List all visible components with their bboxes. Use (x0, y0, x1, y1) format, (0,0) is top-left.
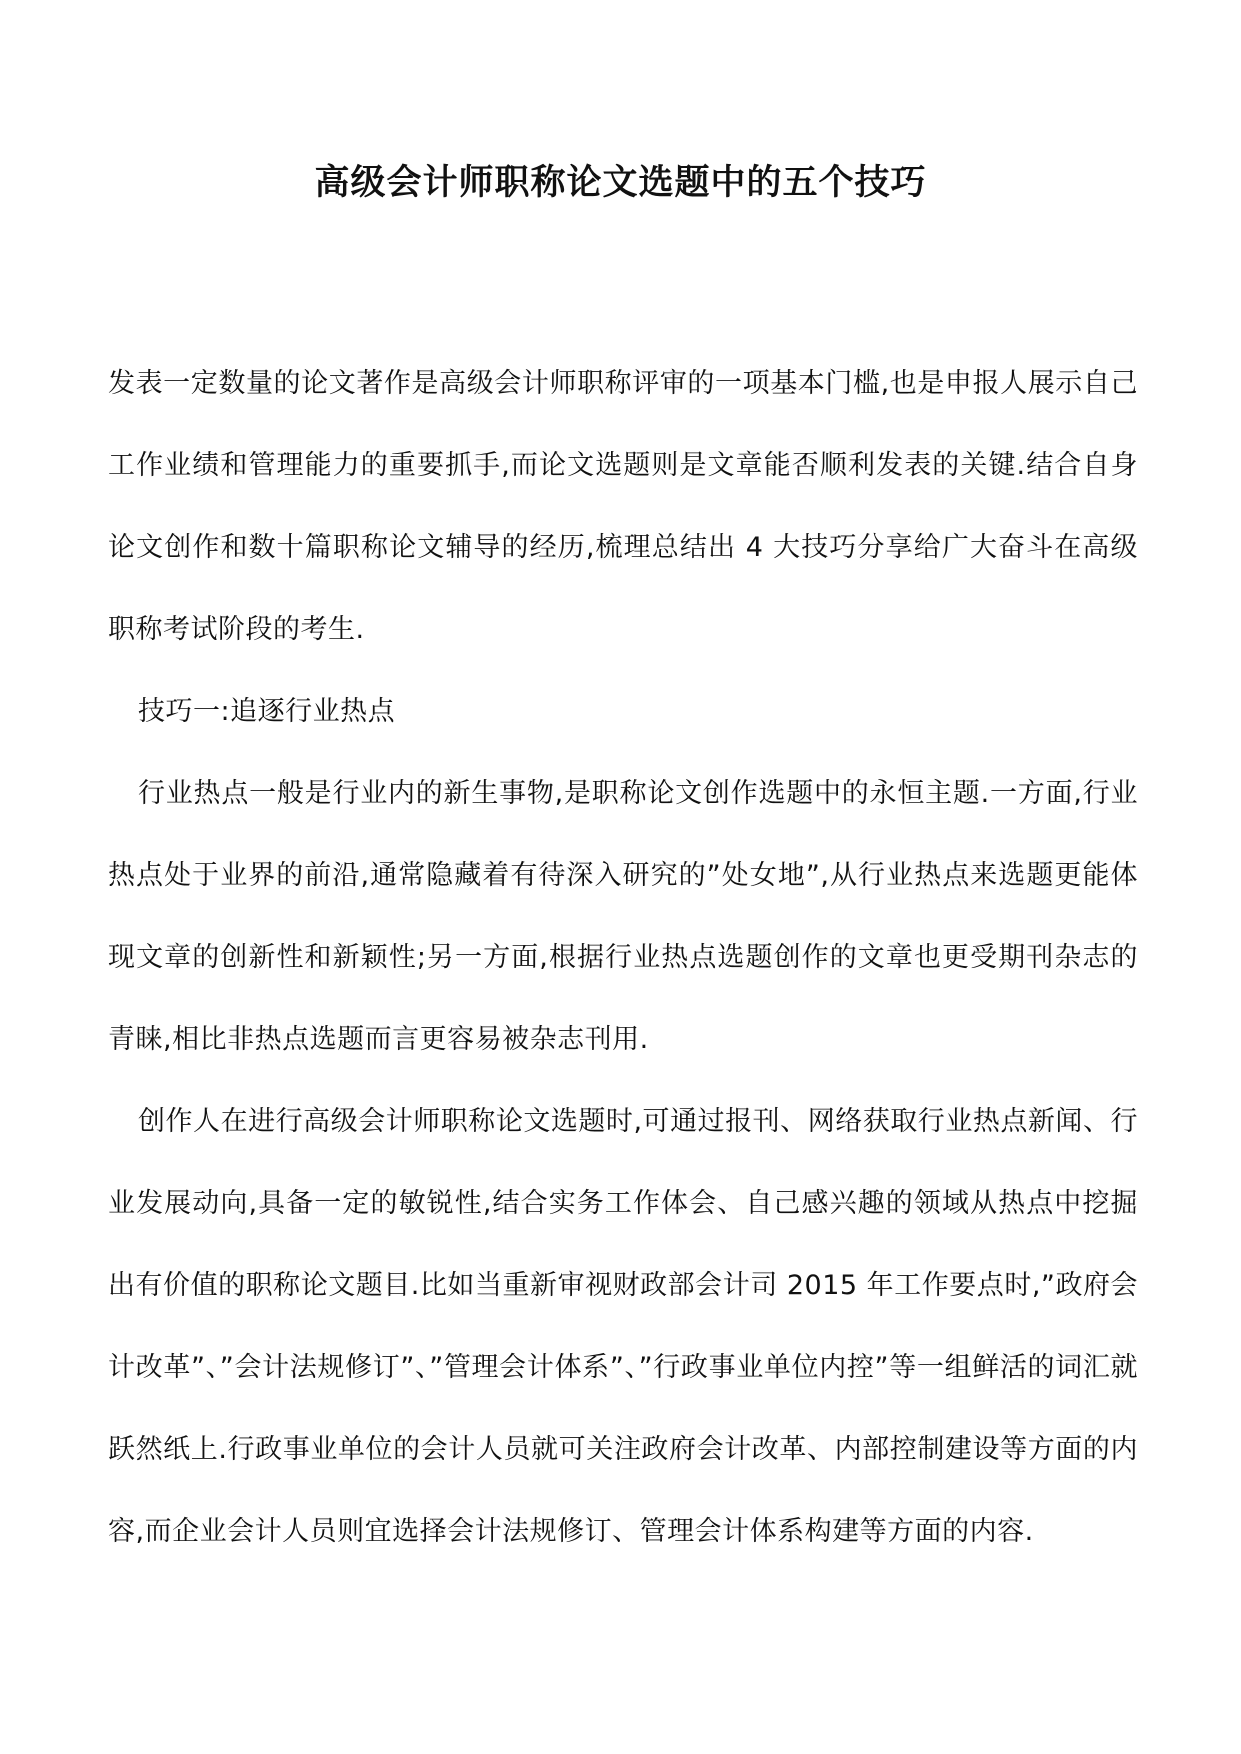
paragraph-intro: 发表一定数量的论文著作是高级会计师职称评审的一项基本门槛,也是申报人展示自己工作业绩和管理能力的重要抓手,而论文选题则是文章能否顺利发表的关键.结合自身论文创作和数十篇职称论文辅导的经历,梳理总结出 4 大技巧分享给广大奋斗在高级职称考试阶段的考生. (108, 368, 1138, 645)
section-heading-tip-1: 技巧一:追逐行业热点 (138, 696, 396, 727)
document-title: 高级会计师职称论文选题中的五个技巧 (314, 162, 927, 203)
document-body (108, 343, 1138, 1573)
paragraph-topic-selection: 创作人在进行高级会计师职称论文选题时,可通过报刊、网络获取行业热点新闻、行业发展动向,具备一定的敏锐性,结合实务工作体会、自己感兴趣的领域从热点中挖掘出有价值的职称论文题目.比如当重新审视财政部会计司 2015 年工作要点时,”政府会计改革”、”会计法规修订”、”管理会计体系”、”行政事业单位内控”等一组鲜活的词汇就跃然纸上.行政事业单位的会计人员就可关注政府会计改革、内部控制建设等方面的内容,而企业会计人员则宜选择会计法规修订、管理会计体系构建等方面的内容. (108, 1106, 1138, 1547)
paragraph-hot-topics: 行业热点一般是行业内的新生事物,是职称论文创作选题中的永恒主题.一方面,行业热点处于业界的前沿,通常隐藏着有待深入研究的”处女地”,从行业热点来选题更能体现文章的创新性和新颖性;另一方面,根据行业热点选题创作的文章也更受期刊杂志的青睐,相比非热点选题而言更容易被杂志刊用. (108, 778, 1138, 1055)
